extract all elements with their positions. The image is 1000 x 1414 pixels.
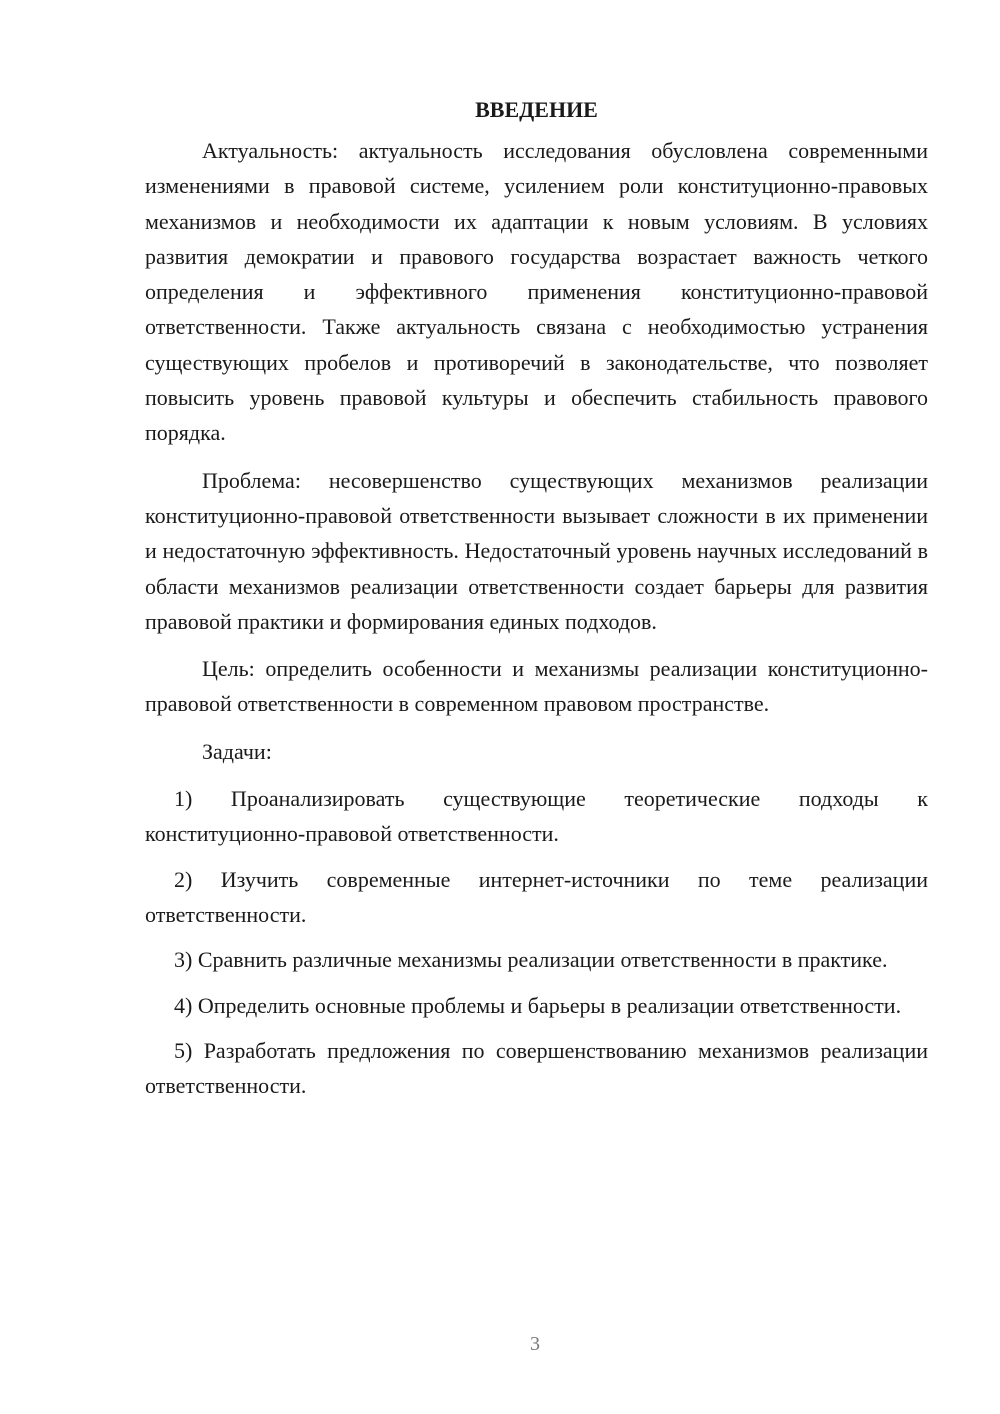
page-title: ВВЕДЕНИЕ <box>475 97 598 122</box>
list-item: 5) Разработать предложения по совершенствованию механизмов реализации ответственности. <box>145 1037 928 1099</box>
list-item: 2) Изучить современные интернет-источники по теме реализации ответственности. <box>145 866 928 927</box>
tasks-list <box>145 781 928 1103</box>
goal-paragraph: Цель: определить особенности и механизмы реализации конституционно-правовой ответственности в современном правовом пространстве. <box>145 656 928 717</box>
problem-paragraph: Проблема: несовершенство существующих механизмов реализации конституционно-правовой ответственности вызывает сложности в их применении и недостаточную эффективность. Недостаточный уровень научных исследований в области механизмов реализации ответственности создает барьеры для развития правовой практики и формирования единых подходов. <box>145 467 928 634</box>
document-page <box>145 92 928 1113</box>
list-item: 4) Определить основные проблемы и барьеры в реализации ответственности. <box>174 992 902 1018</box>
list-item: 3) Сравнить различные механизмы реализации ответственности в практике. <box>174 947 888 973</box>
relevance-paragraph: Актуальность: актуальность исследования обусловлена современными изменениями в правовой системе, усилением роли конституционно-правовых механизмов и необходимости их адаптации к новым условиям. В условиях развития демократии и правового государства возрастает важность четкого определения и эффективного применения конституционно-правовой ответственности. Также актуальность связана с необходимостью устранения существующих пробелов и противоречий в законодательстве, что позволяет повысить уровень правовой культуры и обеспечить стабильность правового порядка. <box>145 138 928 446</box>
page-number: 3 <box>530 1333 540 1355</box>
list-item: 1) Проанализировать существующие теоретические подходы к конституционно-правовой ответственности. <box>145 786 928 847</box>
tasks-label: Задачи: <box>202 738 272 764</box>
